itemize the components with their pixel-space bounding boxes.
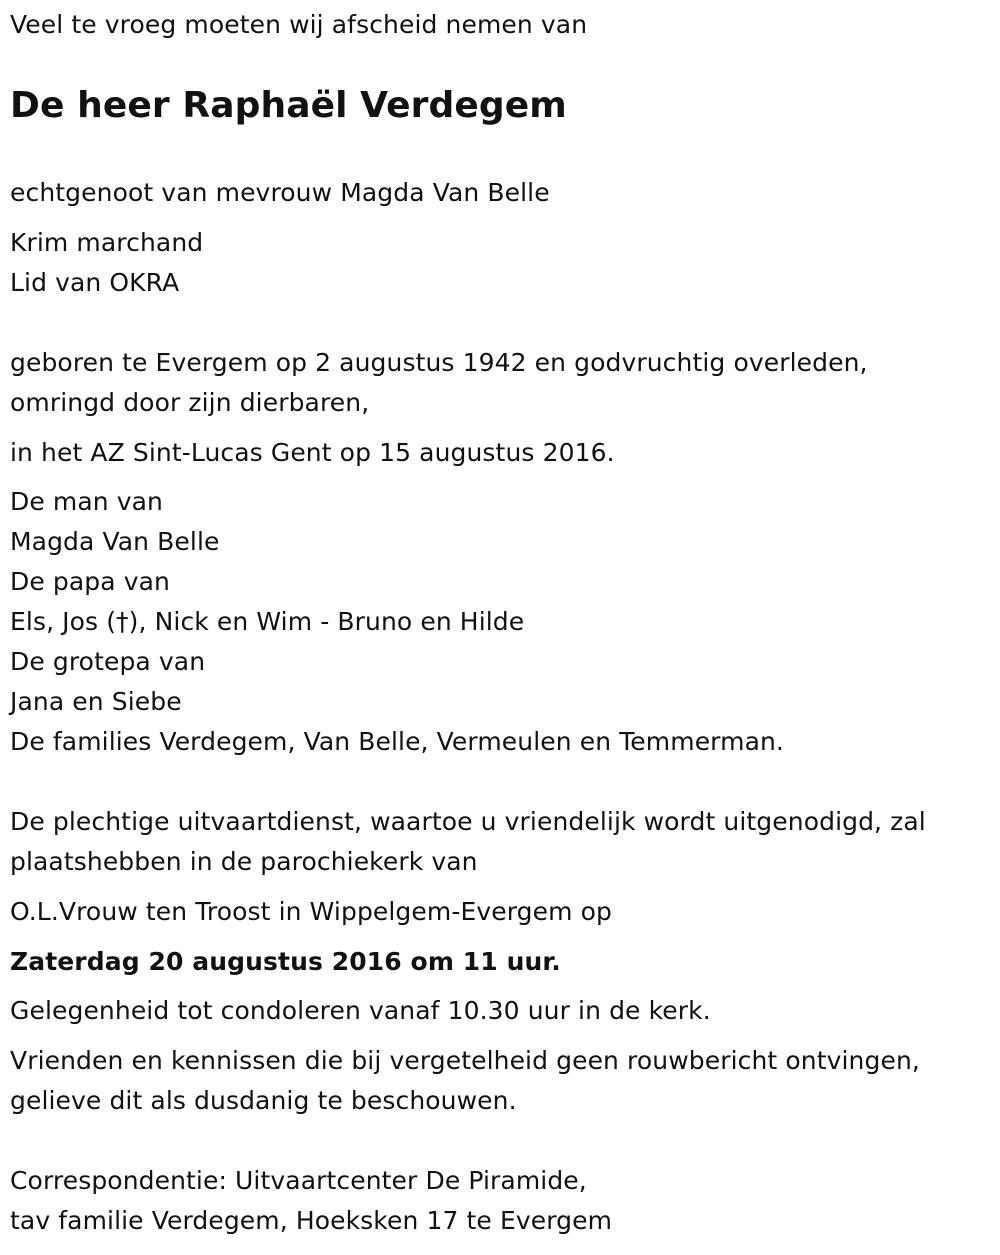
notice-line: gelieve dit als dusdanig te beschouwen. — [10, 1086, 517, 1115]
role-line: Lid van OKRA — [10, 268, 180, 297]
birth-line: geboren te Evergem op 2 augustus 1942 en godvruchtig overleden, — [10, 348, 868, 377]
correspondence-line: tav familie Verdegem, Hoeksken 17 te Evergem — [10, 1206, 613, 1235]
family-line: De papa van — [10, 567, 170, 596]
service-date-time: Zaterdag 20 augustus 2016 om 11 uur. — [10, 947, 561, 976]
intro-text: Veel te vroeg moeten wij afscheid nemen van — [10, 10, 588, 39]
birth-line: omringd door zijn dierbaren, — [10, 388, 370, 417]
church-line: O.L.Vrouw ten Troost in Wippelgem-Evergem op — [10, 897, 612, 926]
family-line: De man van — [10, 487, 164, 516]
death-line: in het AZ Sint-Lucas Gent op 15 augustus 2016. — [10, 438, 615, 467]
condolence-line: Gelegenheid tot condoleren vanaf 10.30 uur in de kerk. — [10, 996, 711, 1025]
role-line: Krim marchand — [10, 228, 204, 257]
family-line: Els, Jos (†), Nick en Wim - Bruno en Hilde — [10, 607, 525, 636]
family-line: De grotepa van — [10, 647, 206, 676]
family-line: De families Verdegem, Van Belle, Vermeulen en Temmerman. — [10, 727, 784, 756]
spouse-line: echtgenoot van mevrouw Magda Van Belle — [10, 178, 550, 207]
service-line: De plechtige uitvaartdienst, waartoe u vriendelijk wordt uitgenodigd, zal — [10, 807, 926, 836]
service-line: plaatshebben in de parochiekerk van — [10, 847, 478, 876]
family-line: Magda Van Belle — [10, 527, 220, 556]
family-line: Jana en Siebe — [10, 687, 182, 716]
notice-line: Vrienden en kennissen die bij vergetelheid geen rouwbericht ontvingen, — [10, 1046, 920, 1075]
correspondence-line: Correspondentie: Uitvaartcenter De Piramide, — [10, 1166, 587, 1195]
deceased-name: De heer Raphaël Verdegem — [10, 85, 567, 126]
